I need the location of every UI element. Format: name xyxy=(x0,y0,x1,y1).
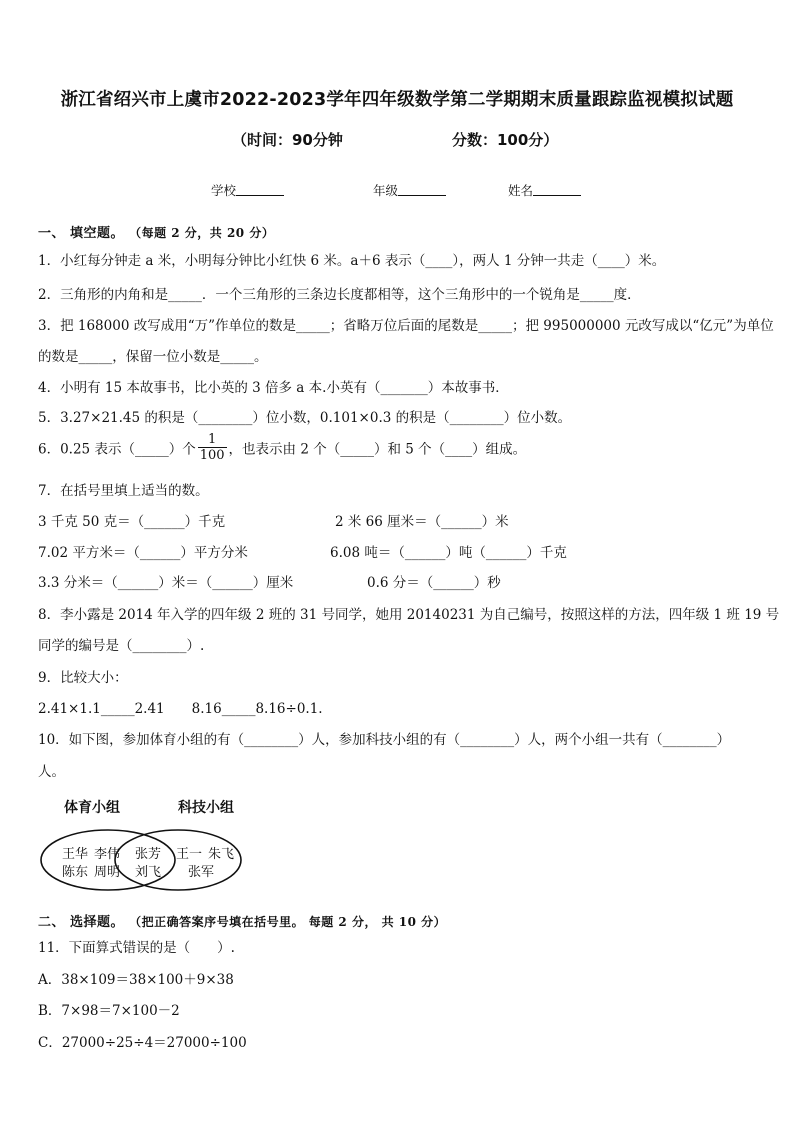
venn-left-name-2: 李伟 xyxy=(94,847,121,862)
question-1: 1．小红每分钟走 a 米，小明每分钟比小红快 6 米。a＋6 表示（____），两人 1 分钟一共走（____）米。 xyxy=(38,253,666,269)
fraction-1-100 xyxy=(198,432,227,463)
venn-right-name-1: 王一 xyxy=(176,847,203,862)
q7-row2-right: 6.08 吨＝（______）吨（______）千克 xyxy=(330,545,567,561)
section2-title: 二、 选择题。 xyxy=(38,915,125,930)
question-6 xyxy=(38,432,526,463)
school-label: 学校 xyxy=(211,183,237,198)
q7-row3-right: 0.6 分＝（______）秒 xyxy=(367,575,501,591)
exam-score: 分数：100分） xyxy=(452,131,559,149)
q7-row3-left: 3.3 分米＝（______）米＝（______）厘米 xyxy=(38,575,294,591)
fraction-denominator: 100 xyxy=(199,448,225,463)
venn-label-tech: 科技小组 xyxy=(178,800,234,816)
venn-diagram xyxy=(38,795,268,905)
exam-time: （时间：90分钟 xyxy=(232,131,343,149)
venn-left-name-4: 周明 xyxy=(94,865,121,880)
question-10-line2: 人。 xyxy=(38,764,65,780)
school-field[interactable] xyxy=(211,181,284,199)
question-3-line1: 3．把 168000 改写成用“万”作单位的数是_____；省略万位后面的尾数是_____；把 995000000 元改写成以“亿元”为单位 xyxy=(38,318,774,334)
name-blank[interactable] xyxy=(533,183,581,196)
question-6-part2: ，也表示由 2 个（_____）和 5 个（____）组成。 xyxy=(228,441,527,458)
grade-blank[interactable] xyxy=(398,183,446,196)
question-5: 5．3.27×21.45 的积是（________）位小数，0.101×0.3 的积是（________）位小数。 xyxy=(38,410,572,426)
question-10-line1: 10．如下图，参加体育小组的有（________）人，参加科技小组的有（________）人，两个小组一共有（________） xyxy=(38,732,731,748)
venn-right-name-2: 朱飞 xyxy=(208,847,235,862)
section1-heading xyxy=(38,222,274,241)
q7-row1-right: 2 米 66 厘米＝（______）米 xyxy=(335,514,509,530)
section1-title: 一、 填空题。 xyxy=(38,226,125,241)
question-11: 11．下面算式错误的是（ ）. xyxy=(38,940,235,956)
question-6-part1: 6．0.25 表示（_____）个 xyxy=(38,441,196,458)
question-9: 9．比较大小： xyxy=(38,670,128,686)
venn-both-name-2: 刘飞 xyxy=(135,865,162,880)
question-11-option-c[interactable]: C．27000÷25÷4＝27000÷100 xyxy=(38,1035,247,1051)
name-label: 姓名 xyxy=(508,183,534,198)
question-11-option-b[interactable]: B．7×98＝7×100－2 xyxy=(38,1003,180,1019)
venn-left-name-3: 陈东 xyxy=(62,865,89,880)
fraction-numerator: 1 xyxy=(198,432,227,448)
question-11-option-a[interactable]: A．38×109＝38×100＋9×38 xyxy=(38,972,234,988)
venn-right-name-3: 张军 xyxy=(188,865,215,880)
question-4: 4．小明有 15 本故事书，比小英的 3 倍多 a 本.小英有（_______）本故事书． xyxy=(38,380,509,396)
venn-both-name-1: 张芳 xyxy=(135,847,162,862)
section1-note: （每题 2 分，共 20 分） xyxy=(129,226,275,240)
section2-heading xyxy=(38,911,446,930)
grade-field[interactable] xyxy=(373,181,446,199)
q7-row2-left: 7.02 平方米＝（______）平方分米 xyxy=(38,545,248,561)
question-8-line2: 同学的编号是（________）. xyxy=(38,638,205,654)
venn-left-name-1: 王华 xyxy=(62,847,89,862)
q7-row1-left: 3 千克 50 克＝（______）千克 xyxy=(38,514,226,530)
question-9-row: 2.41×1.1_____2.41 8.16_____8.16÷0.1. xyxy=(38,701,323,717)
question-3-line2: 的数是_____，保留一位小数是_____。 xyxy=(38,349,268,365)
school-blank[interactable] xyxy=(236,183,284,196)
venn-label-sports: 体育小组 xyxy=(64,800,120,816)
section2-note: （把正确答案序号填在括号里。 每题 2 分， 共 10 分） xyxy=(129,915,447,929)
name-field[interactable] xyxy=(508,181,581,199)
question-7: 7．在括号里填上适当的数。 xyxy=(38,483,209,499)
page-title: 浙江省绍兴市上虞市2022-2023学年四年级数学第二学期期末质量跟踪监视模拟试题 xyxy=(60,90,734,110)
question-2: 2．三角形的内角和是_____．一个三角形的三条边长度都相等，这个三角形中的一个锐角是_____度． xyxy=(38,287,641,303)
grade-label: 年级 xyxy=(373,183,399,198)
question-8-line1: 8．李小露是 2014 年入学的四年级 2 班的 31 号同学，她用 20140231 为自己编号，按照这样的方法，四年级 1 班 19 号 xyxy=(38,607,780,623)
